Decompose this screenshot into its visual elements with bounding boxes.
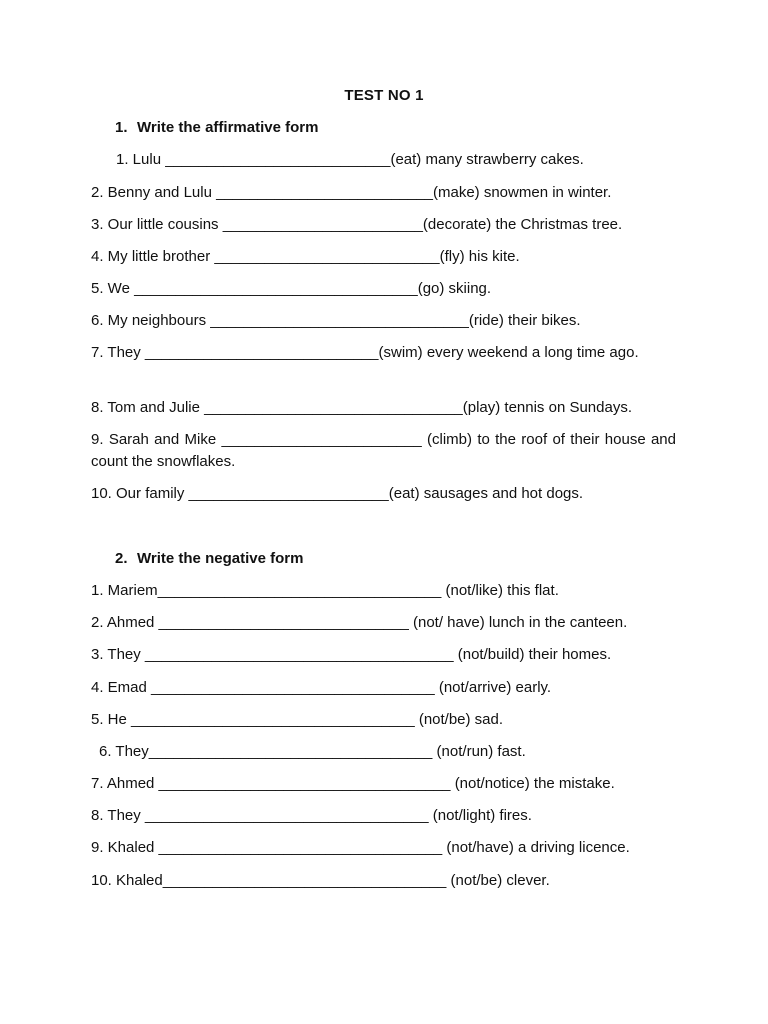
exercise-2-item-9: 9. Khaled __________________________________ (not/have) a driving licence. (91, 839, 630, 856)
exercise-2-item-6: 6. They__________________________________ (not/run) fast. (99, 743, 526, 760)
exercise-1-item-9: 9. Sarah and Mike ________________________ (climb) to the roof of their house and count the snowflakes. (91, 431, 676, 470)
exercise-1-item-1: 1. Lulu ___________________________(eat) many strawberry cakes. (116, 151, 584, 168)
exercise-2-item-5: 5. He __________________________________ (not/be) sad. (91, 711, 504, 728)
section-2-heading (115, 550, 303, 567)
exercise-2-item-4: 4. Emad __________________________________ (not/arrive) early. (91, 679, 552, 696)
exercise-2-item-2: 2. Ahmed ______________________________ (not/ have) lunch in the canteen. (91, 614, 628, 631)
exercise-1-item-3: 3. Our little cousins ________________________(decorate) the Christmas tree. (91, 216, 623, 233)
page-title: TEST NO 1 (344, 87, 424, 104)
exercise-2-item-10: 10. Khaled__________________________________ (not/be) clever. (91, 872, 550, 889)
exercise-2-item-3: 3. They _____________________________________ (not/build) their homes. (91, 646, 612, 663)
exercise-1-item-8: 8. Tom and Julie _______________________________(play) tennis on Sundays. (91, 399, 632, 416)
section-1-title: Write the affirmative form (137, 119, 319, 136)
exercise-2-item-1: 1. Mariem__________________________________ (not/like) this flat. (91, 582, 559, 599)
exercise-2-item-7: 7. Ahmed ___________________________________ (not/notice) the mistake. (91, 775, 615, 792)
section-2-number: 2. (115, 550, 128, 567)
exercise-1-item-5: 5. We __________________________________(go) skiing. (91, 280, 492, 297)
section-1-heading (115, 119, 318, 136)
exercise-2-item-8: 8. They __________________________________ (not/light) fires. (91, 807, 532, 824)
exercise-1-item-6: 6. My neighbours _______________________________(ride) their bikes. (91, 312, 581, 329)
exercise-1-item-7: 7. They ____________________________(swim) every weekend a long time ago. (91, 344, 639, 361)
section-1-number: 1. (115, 119, 128, 136)
section-2-title: Write the negative form (137, 550, 304, 567)
exercise-1-item-4: 4. My little brother ___________________________(fly) his kite. (91, 248, 520, 265)
exercise-1-item-2: 2. Benny and Lulu __________________________(make) snowmen in winter. (91, 184, 612, 201)
exercise-1-item-10: 10. Our family ________________________(eat) sausages and hot dogs. (91, 485, 584, 502)
